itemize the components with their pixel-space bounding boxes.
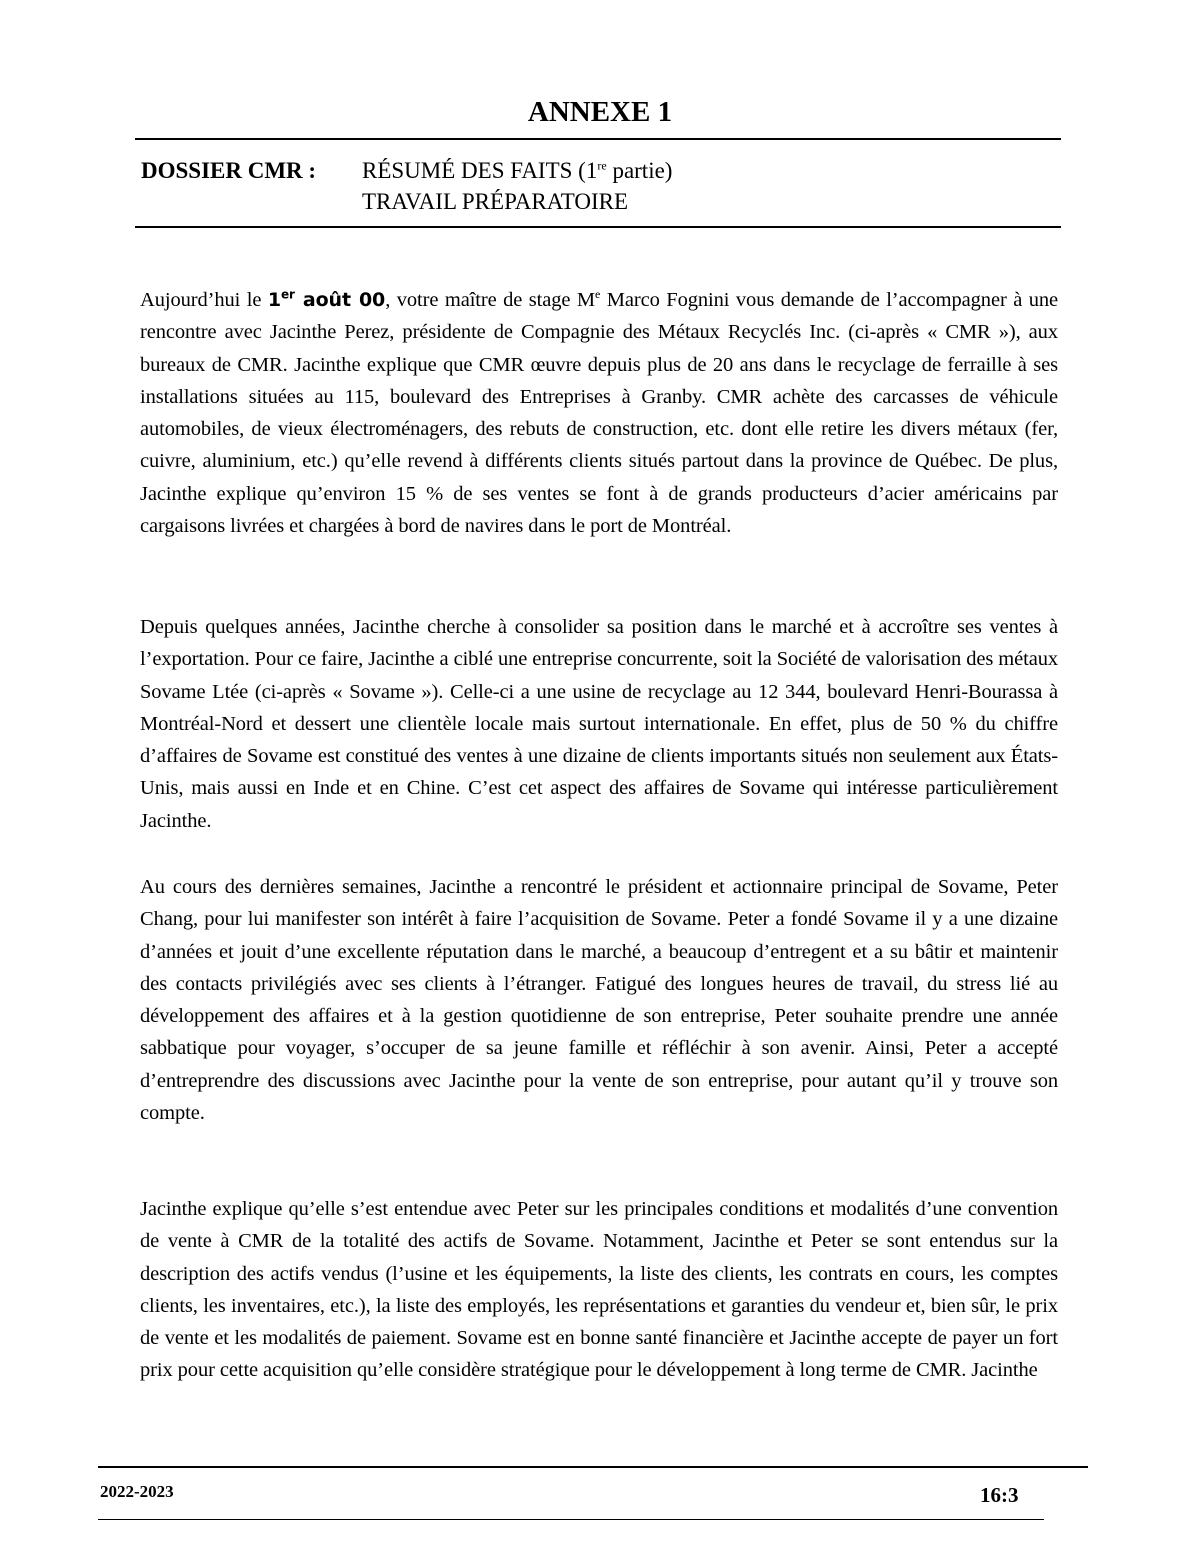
paragraph-2: Depuis quelques années, Jacinthe cherche à consolider sa position dans le marché et à accroître ses ventes à l’exportation. Pour ce faire, Jacinthe a ciblé une entreprise concurrente, soit la Société de valorisation des métaux Sovame Ltée (ci-après « Sovame »). Celle-ci a une usine de recyclage au 12 344, boulevard Henri-Bourassa à Montréal-Nord et dessert une clientèle locale mais surtout internationale. En effet, plus de 50 % du chiffre d’affaires de Sovame est constitué des ventes à une dizaine de clients importants situés non seulement aux États-Unis, mais aussi en Inde et en Chine. C’est cet aspect des affaires de Sovame qui intéresse particulièrement Jacinthe. <box>140 616 1058 832</box>
meeting-date-sup: er <box>281 287 295 302</box>
meeting-date-rest: août 00 <box>294 289 386 311</box>
dossier-subject-line2: TRAVAIL PRÉPARATOIRE <box>362 189 629 214</box>
subject-superscript: re <box>597 158 607 173</box>
meeting-date-day: 1 <box>267 289 281 311</box>
footer-page-number: 16:3 <box>980 1483 1019 1507</box>
paragraph-1-rest: Marco Fognini vous demande de l’accompagner à une rencontre avec Jacinthe Perez, présidente de Compagnie des Métaux Recyclés Inc. (ci-après « CMR »), aux bureaux de CMR. Jacinthe explique que CMR œuvre depuis plus de 20 ans dans le recyclage de ferraille à ses installations situées au 115, boulevard des Entreprises à Granby. CMR achète des carcasses de véhicule automobiles, de vieux électroménagers, des rebuts de construction, etc. dont elle retire les divers métaux (fer, cuivre, aluminium, etc.) qu’elle revend à différents clients situés partout dans la province de Québec. De plus, Jacinthe explique qu’environ 15 % de ses ventes se font à de grands producteurs d’acier américains par cargaisons livrées et chargées à bord de navires dans le port de Montréal. <box>140 289 1058 538</box>
subject-text: RÉSUMÉ DES FAITS (1 <box>362 158 598 183</box>
meeting-date <box>268 289 385 311</box>
footer-year: 2022-2023 <box>100 1482 174 1501</box>
paragraph-1-intro: Aujourd’hui le <box>140 289 268 311</box>
maitre-sup: e <box>595 287 601 302</box>
header-bottom-rule <box>135 226 1061 228</box>
footer-top-rule <box>98 1466 1088 1468</box>
paragraph-4: Jacinthe explique qu’elle s’est entendue avec Peter sur les principales conditions et modalités d’une convention de vente à CMR de la totalité des actifs de Sovame. Notamment, Jacinthe et Peter se sont entendus sur la description des actifs vendus (l’usine et les équipements, la liste des clients, les contrats en cours, les comptes clients, les inventaires, etc.), la liste des employés, les représentations et garanties du vendeur et, bien sûr, le prix de vente et les modalités de paiement. Sovame est en bonne santé financière et Jacinthe accepte de payer un fort prix pour cette acquisition qu’elle considère stratégique pour le développement à long terme de CMR. Jacinthe <box>140 1198 1058 1382</box>
dossier-label: DOSSIER CMR : <box>141 158 317 183</box>
footer-bottom-rule <box>98 1519 1044 1520</box>
header-top-rule <box>135 138 1061 140</box>
paragraph-3: Au cours des dernières semaines, Jacinthe a rencontré le président et actionnaire principal de Sovame, Peter Chang, pour lui manifester son intérêt à faire l’acquisition de Sovame. Peter a fondé Sovame il y a une dizaine d’années et jouit d’une excellente réputation dans le marché, a beaucoup d’entregent et a su bâtir et maintenir des contacts privilégiés avec ses clients à l’étranger. Fatigué des longues heures de travail, du stress lié au développement des affaires et à la gestion quotidienne de son entreprise, Peter souhaite prendre une année sabbatique pour voyager, s’occuper de sa jeune famille et réfléchir à son avenir. Ainsi, Peter a accepté d’entreprendre des discussions avec Jacinthe pour la vente de son entreprise, pour autant qu’il y trouve son compte. <box>140 876 1058 1125</box>
dossier-subject-line1 <box>362 155 672 187</box>
paragraph-1-mid: , votre maître de stage M <box>385 289 596 311</box>
subject-suffix: partie) <box>606 158 673 183</box>
paragraph-1 <box>140 284 1058 542</box>
annex-title: ANNEXE 1 <box>527 96 673 128</box>
